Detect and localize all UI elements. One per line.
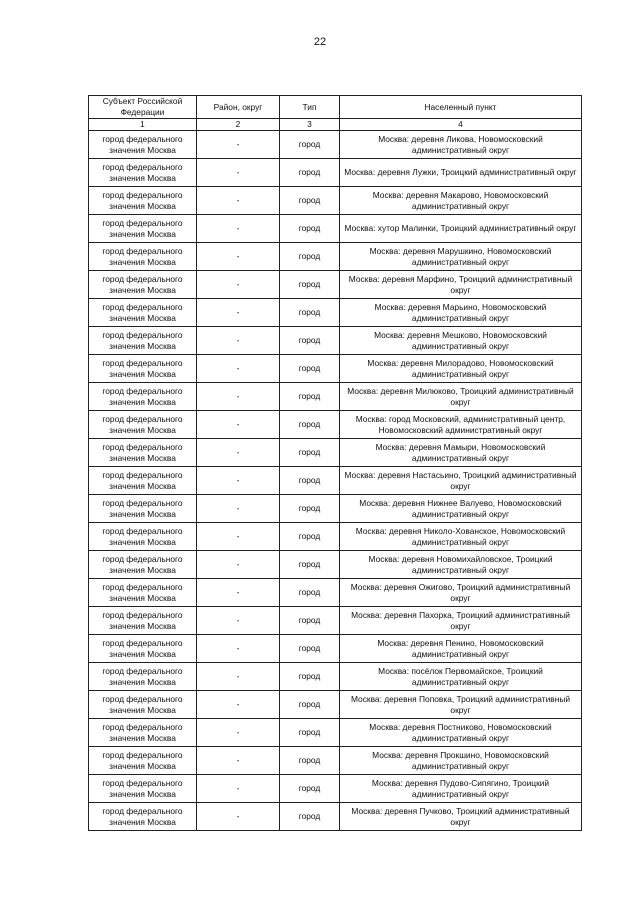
table-number-row [89,119,582,131]
table-row [89,551,582,579]
cell-district: - [197,411,280,439]
cell-settlement: Москва: деревня Нижнее Валуево, Новомосковский административный округ [340,495,582,523]
cell-type: город [280,215,340,243]
cell-subject: город федерального значения Москва [89,607,197,635]
cell-district: - [197,439,280,467]
cell-settlement: Москва: деревня Милюково, Троицкий административный округ [340,383,582,411]
header-settlement: Населенный пункт [340,96,582,119]
cell-type: город [280,299,340,327]
header-type: Тип [280,96,340,119]
cell-type: город [280,327,340,355]
cell-settlement: Москва: посёлок Первомайское, Троицкий административный округ [340,663,582,691]
cell-settlement: Москва: деревня Марьино, Новомосковский административный округ [340,299,582,327]
table-row [89,803,582,831]
cell-district: - [197,299,280,327]
cell-subject: город федерального значения Москва [89,355,197,383]
cell-settlement: Москва: деревня Марушкино, Новомосковский административный округ [340,243,582,271]
cell-district: - [197,607,280,635]
cell-district: - [197,215,280,243]
cell-subject: город федерального значения Москва [89,551,197,579]
cell-district: - [197,803,280,831]
cell-district: - [197,383,280,411]
table-row [89,579,582,607]
cell-settlement: Москва: деревня Макарово, Новомосковский административный округ [340,187,582,215]
cell-type: город [280,355,340,383]
cell-type: город [280,803,340,831]
cell-type: город [280,663,340,691]
cell-district: - [197,523,280,551]
cell-settlement: Москва: деревня Поповка, Троицкий административный округ [340,691,582,719]
cell-type: город [280,159,340,187]
cell-district: - [197,327,280,355]
cell-district: - [197,635,280,663]
table-body [89,131,582,831]
cell-district: - [197,579,280,607]
cell-subject: город федерального значения Москва [89,775,197,803]
cell-district: - [197,719,280,747]
cell-type: город [280,635,340,663]
cell-subject: город федерального значения Москва [89,467,197,495]
cell-subject: город федерального значения Москва [89,187,197,215]
cell-settlement: Москва: деревня Ожигово, Троицкий административный округ [340,579,582,607]
cell-district: - [197,187,280,215]
table-row [89,691,582,719]
table-row [89,607,582,635]
table-row [89,355,582,383]
cell-subject: город федерального значения Москва [89,663,197,691]
cell-subject: город федерального значения Москва [89,411,197,439]
cell-settlement: Москва: деревня Лужки, Троицкий административный округ [340,159,582,187]
cell-type: город [280,243,340,271]
column-number: 1 [89,119,197,131]
cell-settlement: Москва: деревня Прокшино, Новомосковский административный округ [340,747,582,775]
cell-subject: город федерального значения Москва [89,299,197,327]
cell-subject: город федерального значения Москва [89,271,197,299]
table-row [89,383,582,411]
cell-type: город [280,775,340,803]
cell-subject: город федерального значения Москва [89,495,197,523]
cell-district: - [197,243,280,271]
cell-settlement: Москва: деревня Пучково, Троицкий административный округ [340,803,582,831]
cell-district: - [197,663,280,691]
cell-type: город [280,551,340,579]
header-district: Район, округ [197,96,280,119]
column-number: 3 [280,119,340,131]
cell-subject: город федерального значения Москва [89,159,197,187]
cell-subject: город федерального значения Москва [89,243,197,271]
cell-subject: город федерального значения Москва [89,747,197,775]
table-row [89,747,582,775]
cell-settlement: Москва: деревня Пахорка, Троицкий административный округ [340,607,582,635]
cell-type: город [280,691,340,719]
table-row [89,411,582,439]
cell-subject: город федерального значения Москва [89,131,197,159]
cell-type: город [280,271,340,299]
cell-settlement: Москва: деревня Мамыри, Новомосковский административный округ [340,439,582,467]
cell-subject: город федерального значения Москва [89,635,197,663]
cell-settlement: Москва: деревня Марфино, Троицкий административный округ [340,271,582,299]
cell-subject: город федерального значения Москва [89,383,197,411]
cell-subject: город федерального значения Москва [89,327,197,355]
cell-subject: город федерального значения Москва [89,215,197,243]
table-row [89,467,582,495]
cell-settlement: Москва: хутор Малинки, Троицкий административный округ [340,215,582,243]
table-row [89,159,582,187]
settlements-table [88,95,582,831]
column-number: 4 [340,119,582,131]
cell-type: город [280,719,340,747]
cell-subject: город федерального значения Москва [89,691,197,719]
cell-district: - [197,691,280,719]
table-row [89,663,582,691]
table-row [89,523,582,551]
table-row [89,775,582,803]
cell-subject: город федерального значения Москва [89,803,197,831]
cell-type: город [280,523,340,551]
cell-type: город [280,495,340,523]
cell-type: город [280,579,340,607]
header-subject: Субъект Российской Федерации [89,96,197,119]
cell-settlement: Москва: деревня Ликова, Новомосковский административный округ [340,131,582,159]
table-row [89,243,582,271]
cell-settlement: Москва: деревня Настасьино, Троицкий административный округ [340,467,582,495]
cell-district: - [197,495,280,523]
cell-subject: город федерального значения Москва [89,579,197,607]
cell-district: - [197,271,280,299]
cell-type: город [280,439,340,467]
cell-settlement: Москва: деревня Пудово-Сипягино, Троицкий административный округ [340,775,582,803]
cell-district: - [197,551,280,579]
cell-type: город [280,467,340,495]
table-row [89,299,582,327]
cell-type: город [280,187,340,215]
cell-settlement: Москва: деревня Милорадово, Новомосковский административный округ [340,355,582,383]
cell-settlement: Москва: деревня Пенино, Новомосковский административный округ [340,635,582,663]
cell-settlement: Москва: деревня Постниково, Новомосковский административный округ [340,719,582,747]
cell-settlement: Москва: деревня Новомихайловское, Троицкий административный округ [340,551,582,579]
cell-subject: город федерального значения Москва [89,523,197,551]
cell-district: - [197,159,280,187]
table-row [89,327,582,355]
table-row [89,439,582,467]
cell-subject: город федерального значения Москва [89,439,197,467]
table-row [89,187,582,215]
table-row [89,271,582,299]
table-row [89,495,582,523]
table-header-row [89,96,582,119]
page-number: 22 [313,36,327,48]
cell-settlement: Москва: город Московский, административный центр, Новомосковский административный округ [340,411,582,439]
cell-type: город [280,747,340,775]
cell-type: город [280,131,340,159]
cell-subject: город федерального значения Москва [89,719,197,747]
cell-type: город [280,383,340,411]
cell-district: - [197,747,280,775]
table-row [89,719,582,747]
cell-district: - [197,355,280,383]
table-row [89,215,582,243]
cell-type: город [280,411,340,439]
table-row [89,131,582,159]
cell-settlement: Москва: деревня Николо-Хованское, Новомосковский административный округ [340,523,582,551]
table-row [89,635,582,663]
cell-district: - [197,775,280,803]
column-number: 2 [197,119,280,131]
cell-district: - [197,467,280,495]
cell-district: - [197,131,280,159]
cell-type: город [280,607,340,635]
cell-settlement: Москва: деревня Мешково, Новомосковский административный округ [340,327,582,355]
